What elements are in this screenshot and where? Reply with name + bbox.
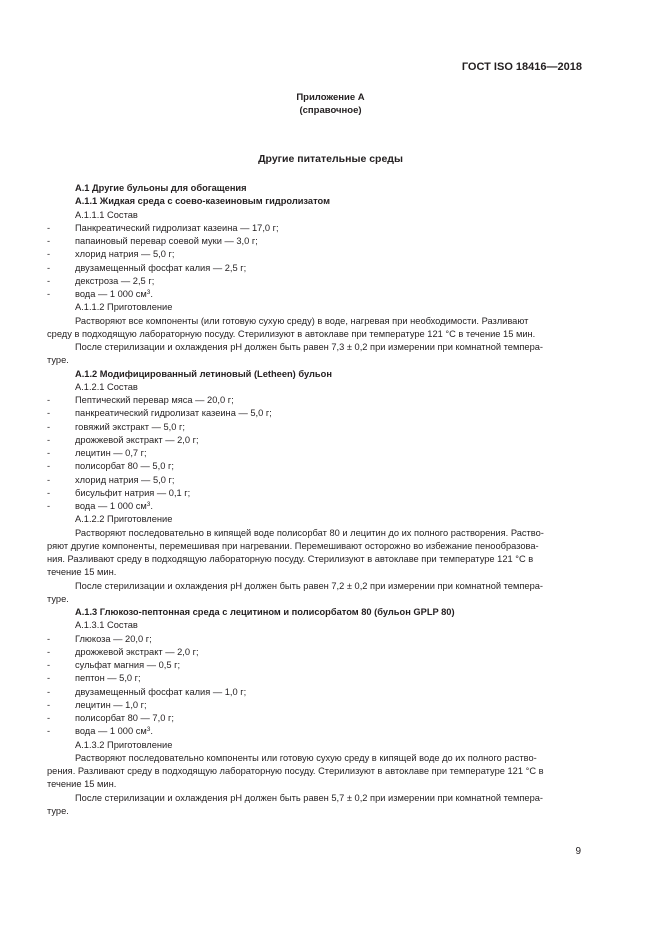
list-item: - лецитин — 0,7 г; — [47, 448, 147, 458]
paragraph-line: Растворяют последовательно в кипящей воде полисорбат 80 и лецитин до их полного растворения. Раство- — [75, 527, 544, 538]
list-item: - вода — 1 000 $см^3$. — [47, 726, 153, 737]
section-title: Другие питательные среды — [258, 153, 403, 165]
preparation-label: А.1.1.2 Приготовление — [75, 302, 173, 313]
medium-heading: А.1.3 Глюкозо-пептонная среда с лецитином и полисорбатом 80 (бульон GPLP 80) — [75, 607, 455, 617]
paragraph-line: туре. — [47, 593, 69, 604]
list-item: - сульфат магния — 0,5 г; — [47, 660, 181, 670]
list-item: - двузамещенный фосфат калия — 1,0 г; — [47, 686, 247, 697]
paragraph-line: ряют другие компоненты, перемешивая при нагревании. Перемешивают осторожно во избежание пенообразова- — [47, 540, 539, 551]
preparation-label: А.1.2.2 Приготовление — [75, 514, 173, 525]
list-item: - бисульфит натрия — 0,1 г; — [47, 487, 191, 498]
paragraph-line: течение 15 мин. — [47, 779, 117, 790]
list-item: - вода — 1 000 $см^3$. — [47, 501, 153, 511]
medium-heading: А.1.1 Жидкая среда с соево-казеиновым гидролизатом — [75, 196, 330, 207]
list-item: - хлорид натрия — 5,0 г; — [47, 474, 175, 485]
paragraph-line: течение 15 мин. — [47, 567, 117, 578]
list-item: - двузамещенный фосфат калия — 2,5 г; — [47, 262, 247, 273]
list-item: - хлорид натрия — 5,0 г; — [47, 249, 175, 260]
list-item: - полисорбат 80 — 7,0 г; — [47, 713, 174, 723]
preparation-label: А.1.3.2 Приготовление — [75, 739, 173, 750]
paragraph-line: Растворяют все компоненты (или готовую сухую среду) в воде, нагревая при необходимости. Разливают — [75, 315, 529, 326]
composition-label: А.1.1.1 Состав — [75, 209, 138, 220]
composition-label: А.1.2.1 Состав — [75, 381, 138, 392]
list-item: - декстроза — 2,5 г; — [47, 275, 155, 286]
paragraph-line: Растворяют последовательно компоненты или готовую сухую среду в кипящей воде до их полного раство- — [75, 752, 537, 763]
list-item: - говяжий экстракт — 5,0 г; — [47, 421, 185, 432]
paragraph-line: среду в подходящую лабораторную посуду. Стерилизуют в автоклаве при температуре 121 °С в течение 15 мин. — [47, 328, 536, 339]
paragraph-line: После стерилизации и охлаждения рН должен быть равен 7,2 ± 0,2 при измерении при комнатной темпера- — [75, 580, 544, 591]
paragraph-line: туре. — [47, 355, 69, 366]
paragraph-line: ния. Разливают среду в подходящую лабораторную посуду. Стерилизуют в автоклаве при температуре 121 °С в — [47, 554, 534, 564]
paragraph-line: После стерилизации и охлаждения рН должен быть равен 5,7 ± 0,2 при измерении при комнатной темпера- — [75, 792, 544, 803]
medium-heading: А.1.2 Модифицированный летиновый (Letheen) бульон — [75, 368, 332, 379]
page-number: 9 — [575, 846, 581, 857]
subsection-heading: А.1 Другие бульоны для обогащения — [75, 183, 247, 193]
composition-label: А.1.3.1 Состав — [75, 620, 138, 631]
paragraph-line: туре. — [47, 805, 69, 816]
list-item: - папаиновый перевар соевой муки — 3,0 г; — [47, 236, 258, 246]
list-item: - полисорбат 80 — 5,0 г; — [47, 461, 174, 472]
standard-designation: ГОСТ ISO 18416—2018 — [461, 61, 582, 73]
list-item: - Панкреатический гидролизат казеина — 17,0 г; — [47, 222, 279, 233]
list-item: - панкреатический гидролизат казеина — 5,0 г; — [47, 408, 272, 419]
paragraph-line: рения. Разливают среду в подходящую лабораторную посуду. Стерилизуют в автоклаве при температуре 121 °С в — [47, 766, 544, 776]
appendix-subtitle: (справочное) — [299, 105, 362, 116]
list-item: - дрожжевой экстракт — 2,0 г; — [47, 646, 199, 657]
list-item: - дрожжевой экстракт — 2,0 г; — [47, 434, 199, 445]
list-item: - лецитин — 1,0 г; — [47, 699, 147, 710]
paragraph-line: После стерилизации и охлаждения рН должен быть равен 7,3 ± 0,2 при измерении при комнатной темпера- — [75, 342, 544, 352]
list-item: - Глюкоза — 20,0 г; — [47, 633, 152, 644]
list-item: - пептон — 5,0 г; — [47, 673, 141, 684]
list-item: - Пептический перевар мяса — 20,0 г; — [47, 395, 234, 405]
list-item: - вода — 1 000 $см^3$. — [47, 289, 153, 299]
appendix-title: Приложение А — [296, 92, 365, 103]
document-body — [47, 182, 581, 818]
